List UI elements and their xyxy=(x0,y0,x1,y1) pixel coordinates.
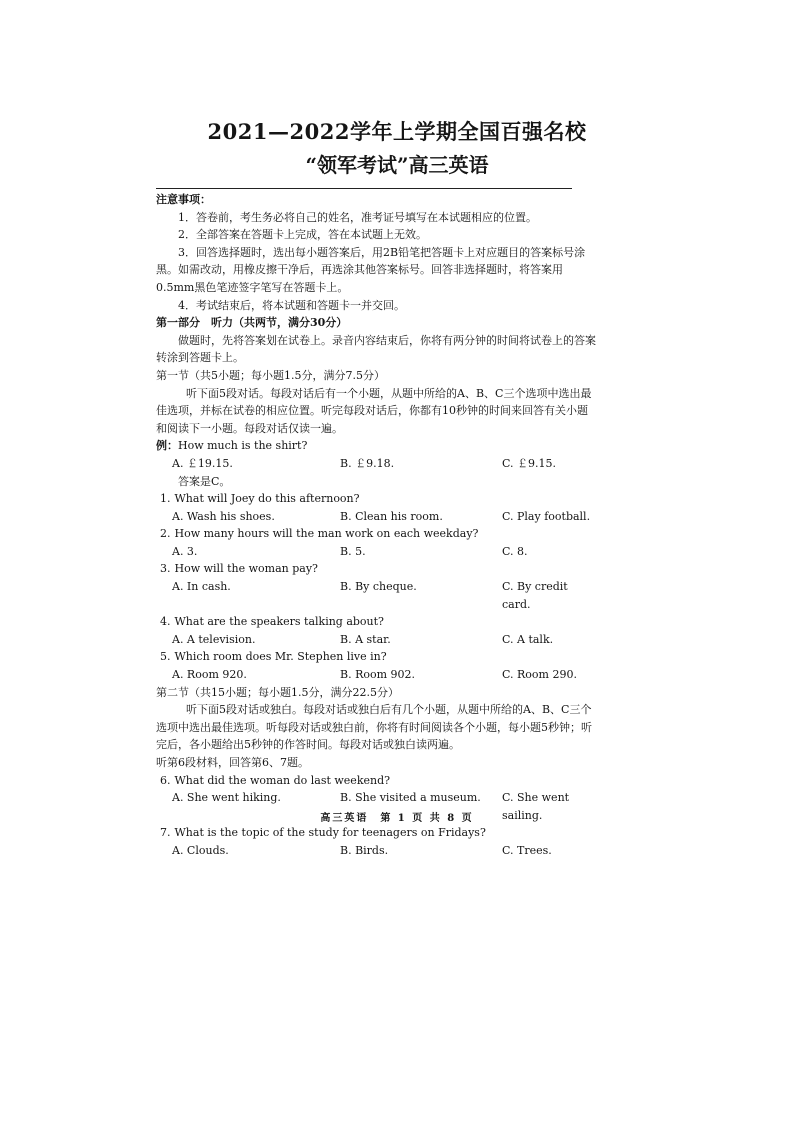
option-a: A. Clouds. xyxy=(172,843,229,857)
question-4 xyxy=(156,613,596,631)
exam-content xyxy=(156,191,596,860)
question-7-options xyxy=(156,842,596,860)
notice-item-4: 4．考试结束后，将本试题和答题卡一并交回。 xyxy=(178,298,405,312)
question-4-options xyxy=(156,631,596,649)
question-text: What did the woman do last weekend? xyxy=(174,773,391,787)
part1-intro: 做题时，先将答案划在试卷上。录音内容结束后，你将有两分钟的时间将试卷上的答案转涂到答题卡上。 xyxy=(156,333,596,365)
option-c: C. Room 290. xyxy=(502,668,577,682)
section2-heading: 第二节（共15小题；每小题1.5分，满分22.5分） xyxy=(156,685,399,699)
option-a: A. Room 920. xyxy=(172,668,247,682)
option-c: C. Play football. xyxy=(502,509,591,523)
page-footer: 高三英语 第 1 页 共 8 页 xyxy=(320,813,474,824)
option-c: C. By credit card. xyxy=(502,580,568,611)
question-7 xyxy=(156,824,596,842)
section2-instructions: 听下面5段对话或独白。每段对话或独白后有几个小题，从题中所给的A、B、C三个选项中选出最佳选项。听每段对话或独白前，你将有时间阅读各个小题，每小题5秒钟；听完后，各小题给出5秒钟的作答时间。每段对话或独白读两遍。 xyxy=(156,703,592,752)
section1-instructions: 听下面5段对话。每段对话后有一个小题，从题中所给的A、B、C三个选项中选出最佳选项，并标在试卷的相应位置。听完每段对话后，你都有10秒钟的时间来回答有关小题和阅读下一小题。每段对话仅读一遍。 xyxy=(156,386,592,435)
example-answer: 答案是C。 xyxy=(178,474,231,488)
section1-heading: 第一节（共5小题；每小题1.5分，满分7.5分） xyxy=(156,368,385,382)
question-3-options xyxy=(156,578,596,613)
question-text: How will the woman pay? xyxy=(174,562,318,576)
question-1-options xyxy=(156,508,596,526)
option-b: B. 5. xyxy=(340,544,366,558)
question-2-options xyxy=(156,543,596,561)
question-number: 4. xyxy=(160,615,171,629)
material-note: 听第6段材料，回答第6、7题。 xyxy=(156,756,309,769)
option-c: C. ￡9.15. xyxy=(502,456,557,470)
question-1 xyxy=(156,490,596,508)
option-b: B. Clean his room. xyxy=(340,509,443,523)
example-question-text: How much is the shirt? xyxy=(178,439,308,453)
question-number: 1. xyxy=(160,492,171,506)
exam-title-line1: 2021—2022学年上学期全国百强名校 xyxy=(207,119,587,144)
notice-item-1: 1．答卷前，考生务必将自己的姓名，准考证号填写在本试题相应的位置。 xyxy=(178,210,537,224)
question-text: What are the speakers talking about? xyxy=(174,615,384,629)
option-a: A. She went hiking. xyxy=(172,791,281,805)
option-b: B. Room 902. xyxy=(340,668,416,682)
title-divider xyxy=(156,188,572,189)
question-text: What is the topic of the study for teenagers on Fridays? xyxy=(174,826,486,840)
question-5-options xyxy=(156,666,596,684)
option-c: C. A talk. xyxy=(502,632,554,646)
question-text: Which room does Mr. Stephen live in? xyxy=(174,650,387,664)
question-number: 3. xyxy=(160,562,171,576)
example-options xyxy=(156,455,596,473)
question-3 xyxy=(156,560,596,578)
question-number: 2. xyxy=(160,527,171,541)
question-number: 7. xyxy=(160,826,171,840)
option-b: B. By cheque. xyxy=(340,580,417,594)
question-2 xyxy=(156,525,596,543)
option-b: B. A star. xyxy=(340,632,391,646)
question-text: How many hours will the man work on each weekday? xyxy=(174,527,479,541)
option-b: B. Birds. xyxy=(340,843,389,857)
option-b: B. She visited a museum. xyxy=(340,791,481,805)
question-6 xyxy=(156,772,596,790)
option-c: C. Trees. xyxy=(502,843,552,857)
option-a: A. A television. xyxy=(172,632,256,646)
option-a: A. 3. xyxy=(172,544,198,558)
notice-heading: 注意事项： xyxy=(156,193,211,206)
notice-item-2: 2．全部答案在答题卡上完成，答在本试题上无效。 xyxy=(178,228,427,242)
question-text: What will Joey do this afternoon? xyxy=(174,492,360,506)
question-number: 5. xyxy=(160,650,171,664)
exam-title-line2: “领军考试”高三英语 xyxy=(305,153,489,177)
example-question xyxy=(156,437,596,455)
question-number: 6. xyxy=(160,773,171,787)
example-label: 例： xyxy=(156,439,178,453)
option-c: C. 8. xyxy=(502,544,528,558)
option-a: A. Wash his shoes. xyxy=(172,509,275,523)
option-b: B. ￡9.18. xyxy=(340,456,395,470)
part1-heading: 第一部分 听力（共两节，满分30分） xyxy=(156,316,348,330)
notice-item-3: 3．回答选择题时，选出每小题答案后，用2B铅笔把答题卡上对应题目的答案标号涂黑。如需改动，用橡皮擦干净后，再选涂其他答案标号。回答非选择题时，将答案用0.5mm黑色笔迹签字笔写在答题卡上。 xyxy=(156,245,586,294)
option-a: A. ￡19.15. xyxy=(172,456,233,470)
option-c: C. She went sailing. xyxy=(502,791,570,822)
option-a: A. In cash. xyxy=(172,580,231,594)
question-5 xyxy=(156,648,596,666)
